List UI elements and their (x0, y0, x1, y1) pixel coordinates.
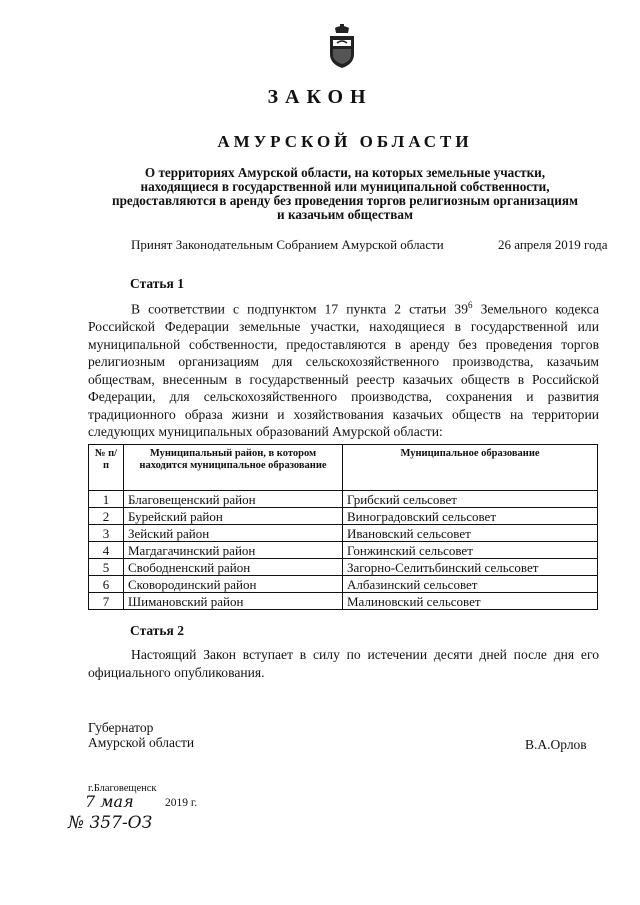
adopted-by: Принят Законодательным Собранием Амурской области (131, 237, 444, 252)
year: 2019 г. (165, 797, 198, 809)
row-municipality: Загорно-Селитьбинский сельсовет (343, 559, 598, 576)
document-title: ЗАКОН (267, 86, 373, 108)
article-1-text-start: В соответствии с подпунктом 17 пункта 2 статьи 39 (131, 301, 468, 317)
row-district: Магдагачинский район (124, 542, 343, 559)
position-line: Губернатор (88, 720, 154, 735)
signatory-position (88, 720, 194, 750)
heading-line: предоставляются в аренду без проведения торгов религиозным организациям (112, 193, 578, 208)
row-number: 7 (89, 593, 124, 610)
table-row (89, 491, 598, 508)
row-district: Зейский район (124, 525, 343, 542)
col-district-header: Муниципальный район, в котором находится муниципальное образование (124, 445, 343, 491)
heading-line: находящиеся в государственной или муниципальной собственности, (140, 179, 550, 194)
table-row (89, 542, 598, 559)
article-2-title: Статья 2 (130, 623, 184, 638)
row-number: 5 (89, 559, 124, 576)
row-district: Сковородинский район (124, 576, 343, 593)
heading-line: и казачьим обществам (277, 207, 413, 222)
row-district: Свободненский район (124, 559, 343, 576)
row-municipality: Гонжинский сельсовет (343, 542, 598, 559)
row-number: 6 (89, 576, 124, 593)
row-district: Благовещенский район (124, 491, 343, 508)
adopted-date: 26 апреля 2019 года (498, 237, 608, 252)
table-row (89, 525, 598, 542)
coat-of-arms-icon (327, 24, 357, 68)
row-district: Бурейский район (124, 508, 343, 525)
row-municipality: Ивановский сельсовет (343, 525, 598, 542)
row-number: 1 (89, 491, 124, 508)
row-number: 2 (89, 508, 124, 525)
col-number-header: № п/п (89, 445, 124, 491)
row-number: 4 (89, 542, 124, 559)
heading-line: О территориях Амурской области, на которых земельные участки, (144, 165, 546, 180)
handwritten-date: 7 мая (85, 792, 134, 811)
row-district: Шимановский район (124, 593, 343, 610)
table-row (89, 593, 598, 610)
city: г.Благовещенск (88, 783, 157, 794)
row-municipality: Малиновский сельсовет (343, 593, 598, 610)
article-superscript: 6 (468, 300, 473, 310)
row-municipality: Албазинский сельсовет (343, 576, 598, 593)
table-header-row (89, 445, 598, 491)
table-row (89, 559, 598, 576)
region-title: АМУРСКОЙ ОБЛАСТИ (217, 132, 473, 151)
row-number: 3 (89, 525, 124, 542)
row-municipality: Виноградовский сельсовет (343, 508, 598, 525)
position-line: Амурской области (88, 735, 195, 750)
col-municipality-header: Муниципальное образование (343, 445, 598, 491)
handwritten-law-number: № 357-ОЗ (68, 813, 153, 833)
signatory-name: В.А.Орлов (525, 737, 587, 752)
municipalities-table (88, 444, 598, 610)
article-1-text-end: Земельного кодекса Российской Федерации земельные участки, находящиеся в государственной или муниципальной собственности, предоставляются в аренду без проведения торгов религиозным организациям для сельскохозяйственного производства, казачьим обществам, внесенным в государственный реестр казачьих обществ в Российской Федерации, для сельскохозяйственного производства, сохранения и развития традиционного образа жизни и хозяйствования казачьих обществ на территории следующих муниципальных образований Амурской области: (88, 301, 600, 440)
article-1-title: Статья 1 (130, 276, 184, 291)
row-municipality: Грибский сельсовет (343, 491, 598, 508)
table-row (89, 576, 598, 593)
article-2-text: Настоящий Закон вступает в силу по истечении десяти дней после дня его официального опубликования. (88, 647, 599, 680)
table-row (89, 508, 598, 525)
article-1-text (88, 297, 599, 441)
law-heading (80, 166, 610, 222)
